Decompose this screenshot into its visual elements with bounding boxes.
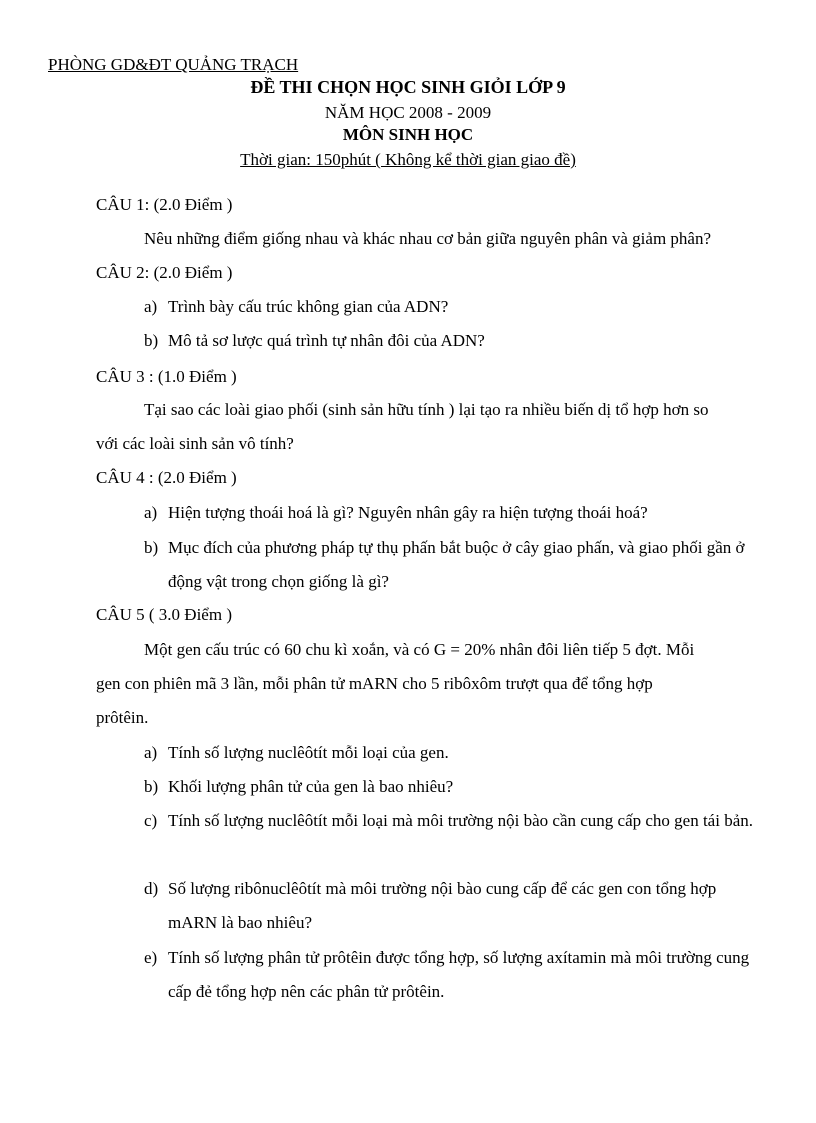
question-4-item-a (144, 503, 768, 530)
item-text: Hiện tượng thoái hoá là gì? Nguyên nhân gây ra hiện tượng thoái hoá? (168, 503, 648, 522)
item-text: Số lượng ribônuclêôtít mà môi trường nội bào cung cấp để các gen con tổng hợp mARN là bao nhiêu? (168, 879, 717, 932)
item-marker: d) (144, 879, 159, 898)
time-limit: Thời gian: 150phút ( Không kể thời gian giao đề) (240, 150, 576, 169)
item-marker: b) (144, 777, 159, 796)
question-1-title: CÂU 1: (2.0 Điểm ) (96, 195, 233, 214)
item-text: Khối lượng phân tử của gen là bao nhiêu? (168, 777, 454, 796)
question-2-item-b (144, 331, 768, 358)
item-text: Mục đích của phương pháp tự thụ phấn bắt buộc ở cây giao phấn, và giao phối gần ở động vật trong chọn giống là gì? (168, 538, 745, 591)
question-5-item-c (144, 811, 768, 838)
item-marker: e) (144, 948, 158, 967)
question-5-item-b (144, 777, 768, 804)
item-text: Tính số lượng nuclêôtít mỗi loại của gen. (168, 743, 449, 762)
question-3-text-line-2: với các loài sinh sản vô tính? (96, 434, 294, 453)
question-5-item-e (144, 948, 768, 1009)
office-header: PHÒNG GD&ĐT QUẢNG TRẠCH (48, 55, 299, 74)
question-2-title: CÂU 2: (2.0 Điểm ) (96, 263, 233, 282)
item-marker: b) (144, 538, 159, 557)
item-marker: a) (144, 743, 158, 762)
question-5-text-line-2: gen con phiên mã 3 lần, mỗi phân tử mARN cho 5 ribôxôm trượt qua để tổng hợp (96, 674, 653, 693)
exam-title: ĐỀ THI CHỌN HỌC SINH GIỎI LỚP 9 (250, 77, 566, 97)
question-1-text: Nêu những điểm giống nhau và khác nhau cơ bản giữa nguyên phân và giảm phân? (144, 229, 712, 248)
question-5-title: CÂU 5 ( 3.0 Điểm ) (96, 605, 232, 624)
question-5-item-d (144, 879, 768, 940)
item-marker: a) (144, 503, 158, 522)
item-marker: c) (144, 811, 158, 830)
question-5-text-line-3: prôtêin. (96, 708, 149, 727)
question-5-item-a (144, 743, 768, 770)
question-4-title: CÂU 4 : (2.0 Điểm ) (96, 468, 237, 487)
question-3-text-line-1: Tại sao các loài giao phối (sinh sản hữu tính ) lại tạo ra nhiều biến dị tổ hợp hơn so (144, 400, 709, 419)
question-5-text-line-1: Một gen cấu trúc có 60 chu kì xoắn, và có G = 20% nhân đôi liên tiếp 5 đợt. Mỗi (144, 640, 695, 659)
subject-title: MÔN SINH HỌC (342, 125, 474, 144)
question-2-item-a (144, 297, 768, 324)
item-marker: a) (144, 297, 158, 316)
item-text: Mô tả sơ lược quá trình tự nhân đôi của ADN? (168, 331, 485, 350)
question-3-title: CÂU 3 : (1.0 Điểm ) (96, 367, 237, 386)
item-text: Tính số lượng phân tử prôtêin được tổng hợp, số lượng axítamin mà môi trường cung cấp đẻ tổng hợp nên các phân tử prôtêin. (168, 948, 750, 1001)
school-year: NĂM HỌC 2008 - 2009 (324, 103, 492, 122)
item-text: Tính số lượng nuclêôtít mỗi loại mà môi trường nội bào cần cung cấp cho gen tái bản. (168, 811, 753, 830)
question-4-item-b (144, 538, 768, 599)
item-text: Trình bày cấu trúc không gian của ADN? (168, 297, 449, 316)
item-marker: b) (144, 331, 159, 350)
